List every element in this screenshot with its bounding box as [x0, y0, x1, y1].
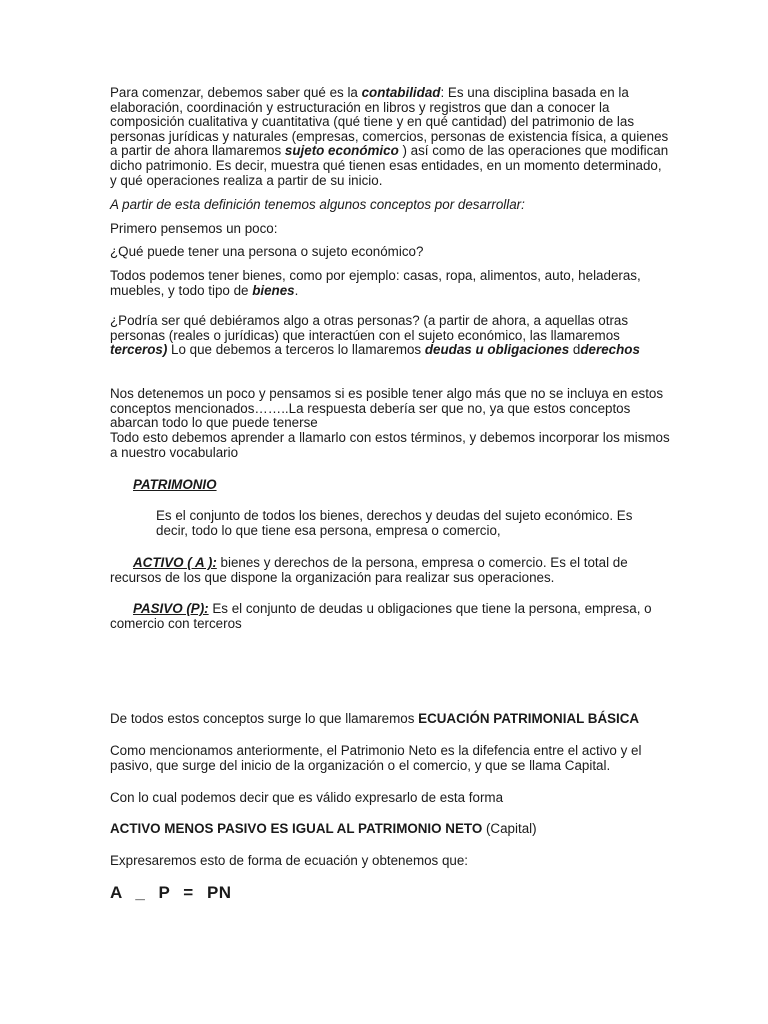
vocabulary-paragraph: Todo esto debemos aprender a llamarlo con estos términos, y debemos incorporar los mismos a nuestro vocabulario [110, 430, 670, 460]
activo-definition [110, 556, 670, 585]
text-run: De todos estos conceptos surge lo que llamaremos [110, 711, 419, 726]
equation-statement: ACTIVO MENOS PASIVO ES IGUAL AL PATRIMONIO NETO [110, 821, 483, 836]
text-run: d [569, 342, 581, 358]
text-run: Para comenzar, debemos saber qué es la [110, 85, 362, 100]
patrimonio-heading: PATRIMONIO [133, 477, 217, 492]
term-ecuacion-patrimonial: ECUACIÓN PATRIMONIAL BÁSICA [418, 711, 640, 726]
pasivo-definition [110, 602, 670, 631]
text-run: Lo que debemos a terceros lo llamaremos [167, 342, 425, 358]
equation-words [110, 822, 670, 837]
text-run: : Es una disciplina basada en la elaboración, coordinación y estructuración en libros y registros que dan a conocer la composición cualitativa y cuantitativa (qué tiene y en qué cantidad) del patrimonio de las personas jurídicas y naturales (empresas, comercios, personas de existencia física, a quienes a partir de ahora llamaremos [110, 85, 669, 159]
text-run: ¿Podría ser qué debiéramos algo a otras personas? (a partir de ahora, a aquellas otras personas (reales o jurídicas) que interactúen con el sujeto económico, las llamaremos [110, 313, 629, 343]
activo-label: ACTIVO ( A ): [133, 555, 217, 570]
term-bienes: bienes [252, 282, 295, 298]
ecuacion-intro [110, 712, 670, 727]
expression-intro: Con lo cual podemos decir que es válido expresarlo de esta forma [110, 790, 504, 805]
bienes-paragraph [110, 269, 670, 298]
text-run: (Capital) [482, 821, 537, 836]
text-run: bienes y derechos de la persona, empresa o comercio. Es el total de recursos de los que dispone la organización para realizar sus operaciones. [110, 555, 628, 585]
patrimonio-neto-paragraph: Como mencionamos anteriormente, el Patrimonio Neto es la difefencia entre el activo y el pasivo, que surge del inicio de la organización o el comercio, y que se llama Capital. [110, 743, 642, 773]
pasivo-label: PASIVO (P): [133, 601, 209, 616]
intro-paragraph [110, 86, 670, 188]
text-run: ) así como de las operaciones que modifican dicho patrimonio. Es decir, muestra qué tienen esas entidades, en un momento determinado, y qué operaciones realiza a partir de su inicio. [110, 143, 669, 188]
term-contabilidad: contabilidad [361, 85, 441, 100]
term-derechos: derechos [580, 342, 640, 358]
thinking-prompt: Primero pensemos un poco: [110, 221, 278, 236]
term-sujeto-economico: sujeto económico [284, 143, 399, 159]
patrimonio-definition: Es el conjunto de todos los bienes, derechos y deudas del sujeto económico. Es decir, todo lo que tiene esa persona, empresa o comercio, [156, 508, 633, 538]
text-run: Todos podemos tener bienes, como por ejemplo: casas, ropa, alimentos, auto, heladeras, muebles, y todo tipo de [110, 268, 641, 298]
reflection-paragraph: Nos detenemos un poco y pensamos si es posible tener algo más que no se incluya en estos conceptos mencionados……..La respuesta debería ser que no, ya que estos conceptos abarcan todo lo que puede tenerse [110, 386, 664, 431]
equation-formula: A _ P = PN [110, 883, 232, 902]
definition-intro: A partir de esta definición tenemos algunos conceptos por desarrollar: [110, 197, 525, 212]
terceros-paragraph [110, 314, 670, 358]
term-terceros: terceros) [110, 342, 168, 358]
equation-intro: Expresaremos esto de forma de ecuación y obtenemos que: [110, 853, 469, 868]
text-run: . [294, 282, 299, 298]
text-run: Es el conjunto de deudas u obligaciones que tiene la persona, empresa, o comercio con terceros [110, 601, 652, 631]
question-paragraph: ¿Qué puede tener una persona o sujeto económico? [110, 244, 424, 259]
term-deudas: deudas u obligaciones [424, 342, 570, 358]
